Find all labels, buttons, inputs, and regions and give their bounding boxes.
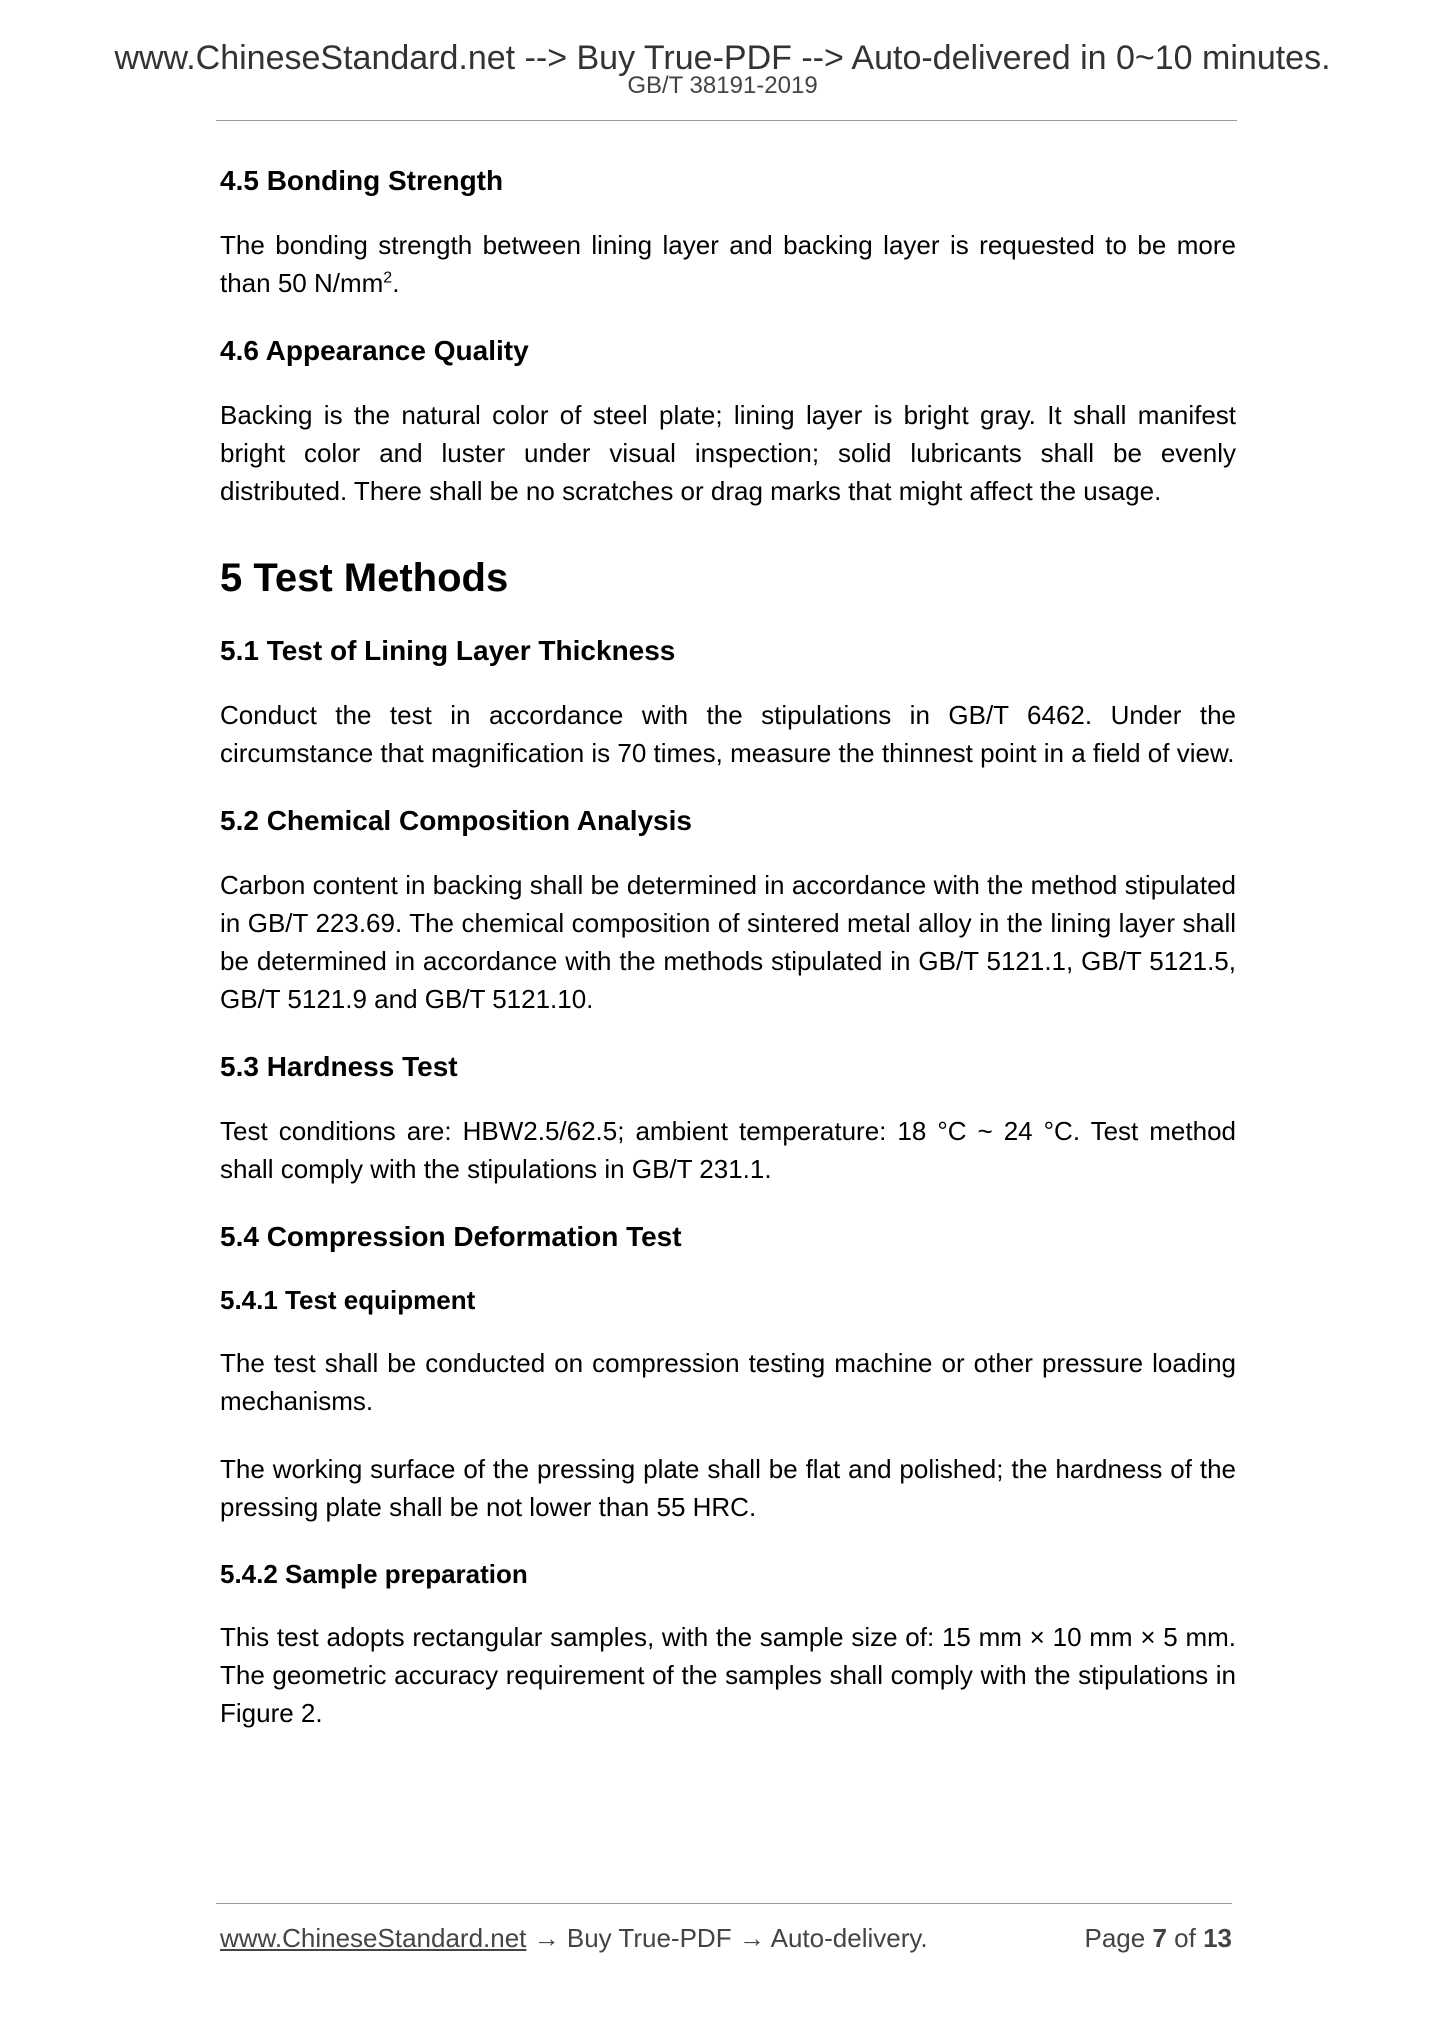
heading-5-1: 5.1 Test of Lining Layer Thickness — [220, 635, 676, 666]
footer-site-link[interactable]: www.ChineseStandard.net — [220, 1923, 527, 1953]
header-banner: www.ChineseStandard.net --> Buy True-PDF --> Auto-delivered in 0~10 minutes. — [114, 39, 1331, 77]
paragraph-4-5-end: . — [392, 268, 400, 298]
standard-code: GB/T 38191-2019 — [627, 72, 818, 99]
heading-4-5: 4.5 Bonding Strength — [220, 165, 504, 196]
heading-5-3: 5.3 Hardness Test — [220, 1051, 458, 1082]
paragraph-5-4-1-a: The test shall be conducted on compression testing machine or other pressure loading mechanisms. — [220, 1348, 1236, 1416]
arrow-right-icon: → — [533, 1923, 560, 1953]
paragraph-4-6: Backing is the natural color of steel plate; lining layer is bright gray. It shall manifest bright color and luster under visual inspection; solid lubricants shall be evenly distributed. There shall be no scratches or drag marks that might affect the usage. — [220, 400, 1236, 506]
arrow-right-icon: → — [738, 1923, 765, 1953]
footer-divider — [216, 1903, 1232, 1904]
paragraph-5-4-2: This test adopts rectangular samples, with the sample size of: 15 mm × 10 mm × 5 mm. The geometric accuracy requirement of the samples shall comply with the stipulations in Figure 2. — [220, 1622, 1236, 1728]
paragraph-4-5 — [220, 226, 1236, 302]
document-body — [220, 162, 1236, 1762]
heading-5-4-1: 5.4.1 Test equipment — [220, 1285, 476, 1315]
footer-auto-text: Auto-delivery. — [770, 1923, 928, 1953]
page-footer — [220, 1920, 1232, 1956]
page-number — [1084, 1920, 1232, 1956]
header-divider — [216, 120, 1237, 121]
heading-4-6: 4.6 Appearance Quality — [220, 335, 529, 366]
heading-5-2: 5.2 Chemical Composition Analysis — [220, 805, 692, 836]
paragraph-5-2: Carbon content in backing shall be determined in accordance with the method stipulated in GB/T 223.69. The chemical composition of sintered metal alloy in the lining layer shall be determined in accordance with the methods stipulated in GB/T 5121.1, GB/T 5121.5, GB/T 5121.9 and GB/T 5121.10. — [220, 870, 1236, 1014]
paragraph-5-3: Test conditions are: HBW2.5/62.5; ambient temperature: 18 °C ~ 24 °C. Test method shall comply with the stipulations in GB/T 231.1. — [220, 1116, 1236, 1184]
page-total: 13 — [1203, 1923, 1232, 1953]
paragraph-5-4-1-b: The working surface of the pressing plate shall be flat and polished; the hardness of the pressing plate shall be not lower than 55 HRC. — [220, 1454, 1236, 1522]
footer-left — [220, 1920, 928, 1956]
superscript-2: 2 — [383, 269, 393, 287]
paragraph-5-1: Conduct the test in accordance with the stipulations in GB/T 6462. Under the circumstance that magnification is 70 times, measure the thinnest point in a field of view. — [220, 700, 1236, 768]
paragraph-4-5-text: The bonding strength between lining layer and backing layer is requested to be more than 50 N/mm — [220, 230, 1236, 298]
page-label: Page — [1084, 1923, 1146, 1953]
heading-5: 5 Test Methods — [220, 556, 509, 600]
footer-buy-text: Buy True-PDF — [566, 1923, 732, 1953]
heading-5-4-2: 5.4.2 Sample preparation — [220, 1559, 528, 1589]
heading-5-4: 5.4 Compression Deformation Test — [220, 1221, 682, 1252]
page-current: 7 — [1152, 1923, 1167, 1953]
page-of: of — [1174, 1923, 1196, 1953]
